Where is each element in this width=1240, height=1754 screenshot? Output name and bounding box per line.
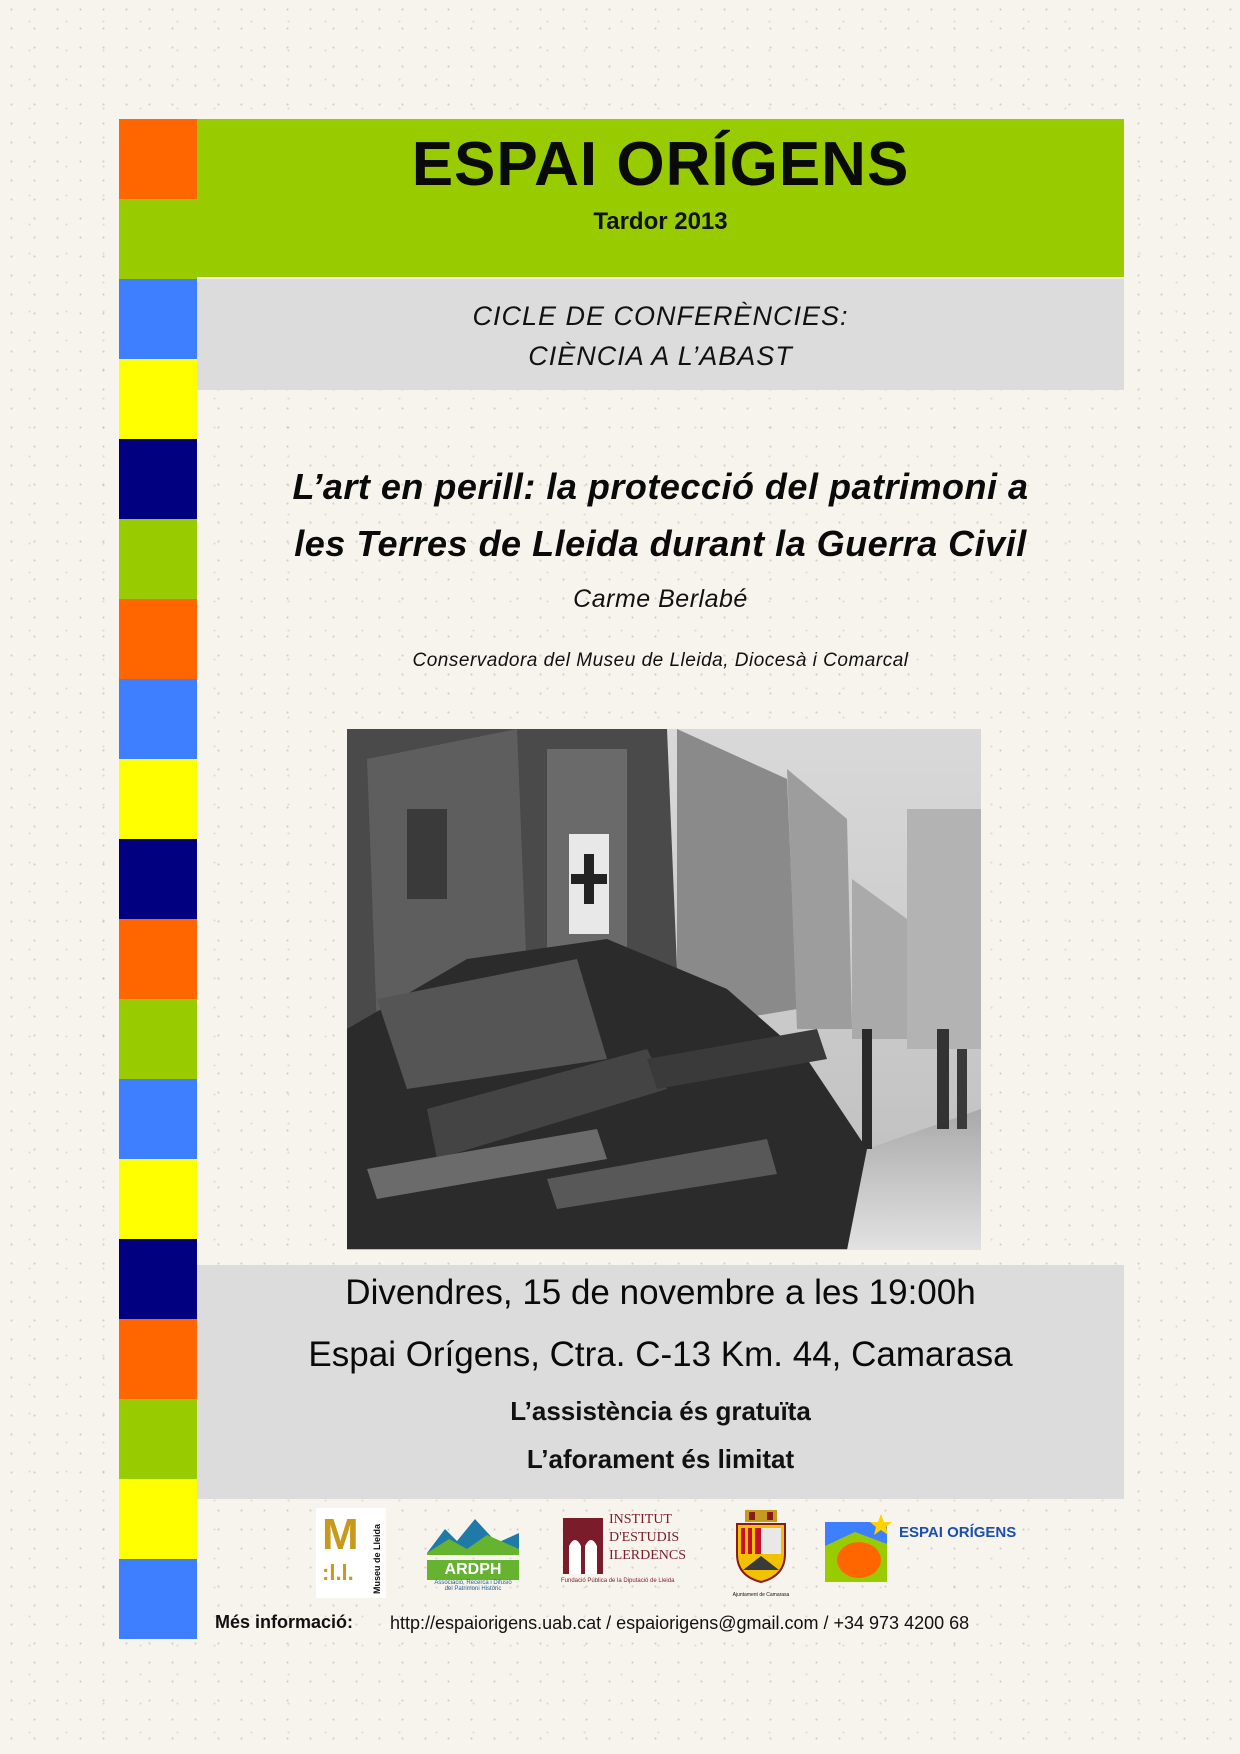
ajuntament-caption: Ajuntament de Camarasa xyxy=(732,1592,790,1598)
strip-block-blue xyxy=(119,279,197,359)
cycle-title xyxy=(197,296,1124,376)
museu-lleida-logo xyxy=(316,1508,386,1598)
historic-photo xyxy=(347,729,981,1250)
strip-block-blue xyxy=(119,1559,197,1639)
poster-title: ESPAI ORÍGENS xyxy=(411,130,910,199)
espai-logo-name: ESPAI ORÍGENS xyxy=(899,1524,1017,1541)
ardph-logo xyxy=(427,1515,519,1591)
strip-block-navy xyxy=(119,839,197,919)
cycle-line-1: CICLE DE CONFERÈNCIES: xyxy=(472,301,849,331)
strip-block-blue xyxy=(119,679,197,759)
ajuntament-logo xyxy=(713,1510,809,1604)
iei-sub: Fundació Pública de la Diputació de Lleida xyxy=(561,1578,675,1584)
strip-block-green xyxy=(119,999,197,1079)
strip-block-green xyxy=(119,199,197,279)
strip-block-yellow xyxy=(119,1479,197,1559)
strip-block-green xyxy=(119,519,197,599)
ardph-sub-2: del Patrimoni Històric xyxy=(444,1586,502,1592)
contact-info[interactable]: http://espaiorigens.uab.cat / espaiorigens@gmail.com / +34 973 4200 68 xyxy=(390,1613,970,1633)
talk-title-line-2: les Terres de Lleida durant la Guerra Civil xyxy=(294,523,1027,564)
speaker-name: Carme Berlabé xyxy=(573,585,748,613)
iei-line-3: ILERDENCS xyxy=(609,1548,686,1563)
iei-logo xyxy=(561,1512,686,1588)
origens-emblem-icon xyxy=(825,1512,897,1584)
museu-logo-side: Museu de Lleida xyxy=(372,1523,382,1594)
footer-label: Més informació: xyxy=(215,1612,354,1632)
cycle-line-2: CIÈNCIA A L’ABAST xyxy=(528,341,793,371)
museu-logo-sub: :l.l. xyxy=(322,1560,354,1585)
espai-origens-logo xyxy=(825,1512,1017,1584)
strip-block-yellow xyxy=(119,359,197,439)
strip-block-navy xyxy=(119,1239,197,1319)
war-ruins-image xyxy=(347,729,981,1250)
season-label: Tardor 2013 xyxy=(593,208,728,235)
arches-icon xyxy=(561,1516,607,1578)
free-entry-note: L’assistència és gratuïta xyxy=(510,1396,811,1426)
limited-capacity-note: L’aforament és limitat xyxy=(526,1444,795,1474)
strip-block-orange xyxy=(119,599,197,679)
speaker-role: Conservadora del Museu de Lleida, Diocesà i Comarcal xyxy=(412,650,909,671)
museu-logo-mark: M xyxy=(322,1510,359,1559)
strip-block-yellow xyxy=(119,759,197,839)
strip-block-navy xyxy=(119,439,197,519)
iei-line-2: D'ESTUDIS xyxy=(609,1530,680,1545)
ardph-sub-1: Associació, Recerca i Difusió xyxy=(434,1580,512,1586)
event-date: Divendres, 15 de novembre a les 19:00h xyxy=(345,1273,976,1312)
strip-block-yellow xyxy=(119,1159,197,1239)
strip-block-orange xyxy=(119,119,197,199)
talk-title-line-1: L’art en perill: la protecció del patrimoni a xyxy=(292,466,1029,507)
coat-of-arms-icon xyxy=(731,1510,791,1584)
strip-block-green xyxy=(119,1399,197,1479)
event-place: Espai Orígens, Ctra. C-13 Km. 44, Camarasa xyxy=(308,1335,1013,1374)
iei-line-1: INSTITUT xyxy=(609,1512,672,1527)
ardph-name: ARDPH xyxy=(427,1560,519,1580)
strip-block-orange xyxy=(119,919,197,999)
mountain-icon xyxy=(427,1515,519,1555)
strip-block-blue xyxy=(119,1079,197,1159)
strip-block-orange xyxy=(119,1319,197,1399)
talk-title xyxy=(197,458,1124,572)
